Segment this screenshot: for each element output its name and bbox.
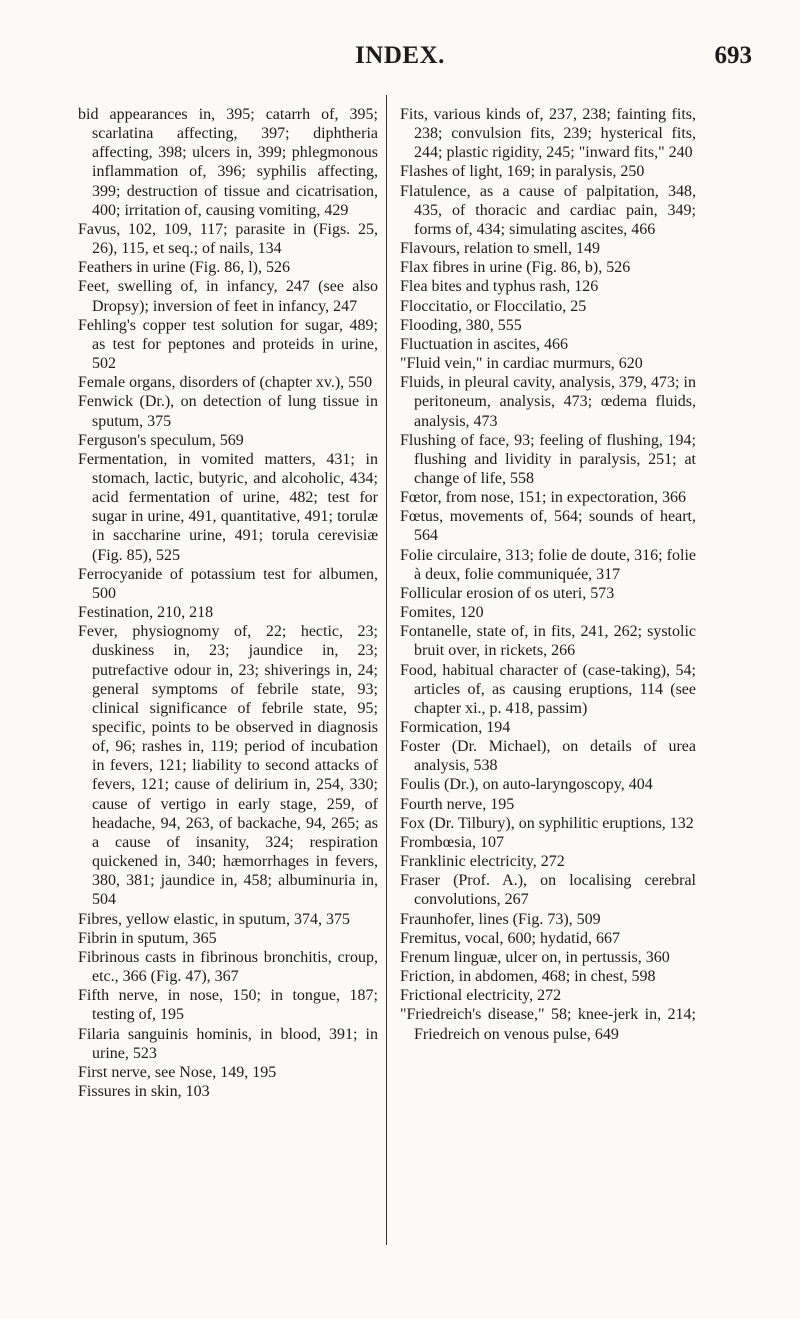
page-number: 693 — [714, 42, 752, 69]
index-entry: Feet, swelling of, in infancy, 247 (see also Dropsy); inversion of feet in infancy, 247 — [78, 278, 378, 315]
index-entry: Foulis (Dr.), on auto-laryngoscopy, 404 — [400, 776, 653, 794]
index-entry: Fomites, 120 — [400, 604, 484, 622]
index-entry: Fever, physiognomy of, 22; hectic, 23; duskiness in, 23; jaundice in, 23; putrefactive odour in, 23; shiverings in, 24; general symptoms of febrile state, 93; clinical significance of febrile state, 95; specific, points to be observed in diagnosis of, 96; rashes in, 119; period of incubation in fevers, 121; liability to second attacks of fevers, 121; cause of delirium in, 254, 330; cause of vertigo in early stage, 259, of headache, 94, 263, of backache, 94, 265; as a cause of insanity, 324; respiration quickened in, 340; hæmorrhages in fevers, 380, 381; jaundice in, 458; albuminuria in, 504 — [78, 623, 378, 909]
index-entry: Friction, in abdomen, 468; in chest, 598 — [400, 968, 656, 986]
index-entry: Flushing of face, 93; feeling of flushing, 194; flushing and lividity in paralysis, 251; at change of life, 558 — [400, 431, 696, 487]
index-entry: Ferguson's speculum, 569 — [78, 431, 244, 449]
index-entry: Folie circulaire, 313; folie de doute, 316; folie à deux, folie communiquée, 317 — [400, 546, 696, 583]
index-entry: Flax fibres in urine (Fig. 86, b), 526 — [400, 259, 631, 277]
index-entry: Fibres, yellow elastic, in sputum, 374, 375 — [78, 910, 350, 928]
index-column-left — [78, 105, 378, 1101]
index-entry: Foster (Dr. Michael), on details of urea analysis, 538 — [400, 738, 696, 775]
index-entry: Fluids, in pleural cavity, analysis, 379, 473; in peritoneum, analysis, 473; œdema fluids, analysis, 473 — [400, 374, 696, 430]
index-entry: Frictional electricity, 272 — [400, 987, 562, 1005]
index-entry: Fermentation, in vomited matters, 431; in stomach, lactic, butyric, and alcoholic, 434; acid fermentation of urine, 482; test for sugar in urine, 491, quantitative, 491; torulæ in saccharine urine, 491; torula cerevisiæ (Fig. 85), 525 — [78, 450, 378, 564]
index-entry: Flea bites and typhus rash, 126 — [400, 278, 599, 296]
running-title: INDEX. — [355, 42, 445, 69]
index-entry: Fits, various kinds of, 237, 238; fainting fits, 238; convulsion fits, 239; hysterical fits, 244; plastic rigidity, 245; "inward fits," 240 — [400, 106, 696, 162]
index-entry: Frombœsia, 107 — [400, 833, 504, 851]
index-entry: Festination, 210, 218 — [78, 604, 214, 622]
index-entry: Fraunhofer, lines (Fig. 73), 509 — [400, 910, 601, 928]
index-entry: Formication, 194 — [400, 719, 511, 736]
index-entry: Fibrinous casts in fibrinous bronchitis, croup, etc., 366 (Fig. 47), 367 — [78, 948, 378, 986]
index-entry: Fissures in skin, 103 — [78, 1082, 210, 1100]
index-entry: First nerve, see Nose, 149, 195 — [78, 1063, 277, 1081]
index-entry: Fontanelle, state of, in fits, 241, 262; systolic bruit over, in rickets, 266 — [400, 623, 696, 660]
index-entry: Fibrin in sputum, 365 — [78, 929, 217, 947]
index-entry: bid appearances in, 395; catarrh of, 395; scarlatina affecting, 397; diphtheria affecting, 398; ulcers in, 399; phlegmonous inflammation of, 396; syphilis affecting, 399; destruction of tissue and cicatrisation, 400; irritation of, causing vomiting, 429 — [78, 106, 378, 219]
index-entry: Filaria sanguinis hominis, in blood, 391; in urine, 523 — [78, 1025, 378, 1062]
index-entry: Fluctuation in ascites, 466 — [400, 335, 568, 353]
index-entry: Fehling's copper test solution for sugar, 489; as test for peptones and proteids in urine, 502 — [78, 316, 378, 373]
index-entry: Follicular erosion of os uteri, 573 — [400, 584, 615, 602]
index-entry: Frenum linguæ, ulcer on, in pertussis, 360 — [400, 948, 670, 966]
index-entry: Fourth nerve, 195 — [400, 795, 515, 813]
index-column-right — [400, 105, 696, 1044]
index-entry: Fœtus, movements of, 564; sounds of heart, 564 — [400, 508, 696, 545]
index-entry: Feathers in urine (Fig. 86, l), 526 — [78, 259, 290, 277]
index-entry: Female organs, disorders of (chapter xv.), 550 — [78, 374, 373, 392]
index-entry: Food, habitual character of (case-taking), 54; articles of, as causing eruptions, 114 (see chapter xi., p. 418, passim) — [400, 661, 696, 717]
index-entry: Flashes of light, 169; in paralysis, 250 — [400, 163, 645, 181]
index-entry: Favus, 102, 109, 117; parasite in (Figs. 25, 26), 115, et seq.; of nails, 134 — [78, 220, 378, 258]
index-entry: Franklinic electricity, 272 — [400, 853, 565, 871]
index-entry: Ferrocyanide of potassium test for albumen, 500 — [78, 565, 378, 602]
page-header — [0, 42, 800, 82]
index-entry: "Friedreich's disease," 58; knee-jerk in, 214; Friedreich on venous pulse, 649 — [400, 1006, 696, 1043]
index-entry: Fenwick (Dr.), on detection of lung tissue in sputum, 375 — [78, 393, 378, 430]
index-entry: Fox (Dr. Tilbury), on syphilitic eruptions, 132 — [400, 814, 694, 832]
index-entry: Fifth nerve, in nose, 150; in tongue, 187; testing of, 195 — [78, 987, 378, 1024]
index-entry: Fraser (Prof. A.), on localising cerebral convolutions, 267 — [400, 872, 696, 909]
index-entry: Fremitus, vocal, 600; hydatid, 667 — [400, 929, 620, 947]
column-divider — [386, 95, 387, 1245]
index-entry: Fœtor, from nose, 151; in expectoration, 366 — [400, 489, 686, 507]
index-entry: Floccitatio, or Floccilatio, 25 — [400, 297, 587, 315]
index-entry: Flooding, 380, 555 — [400, 316, 522, 334]
index-entry: Flavours, relation to smell, 149 — [400, 240, 600, 258]
index-entry: Flatulence, as a cause of palpitation, 348, 435, of thoracic and cardiac pain, 349; forms of, 434; simulating ascites, 466 — [400, 182, 696, 238]
index-entry: "Fluid vein," in cardiac murmurs, 620 — [400, 355, 643, 373]
